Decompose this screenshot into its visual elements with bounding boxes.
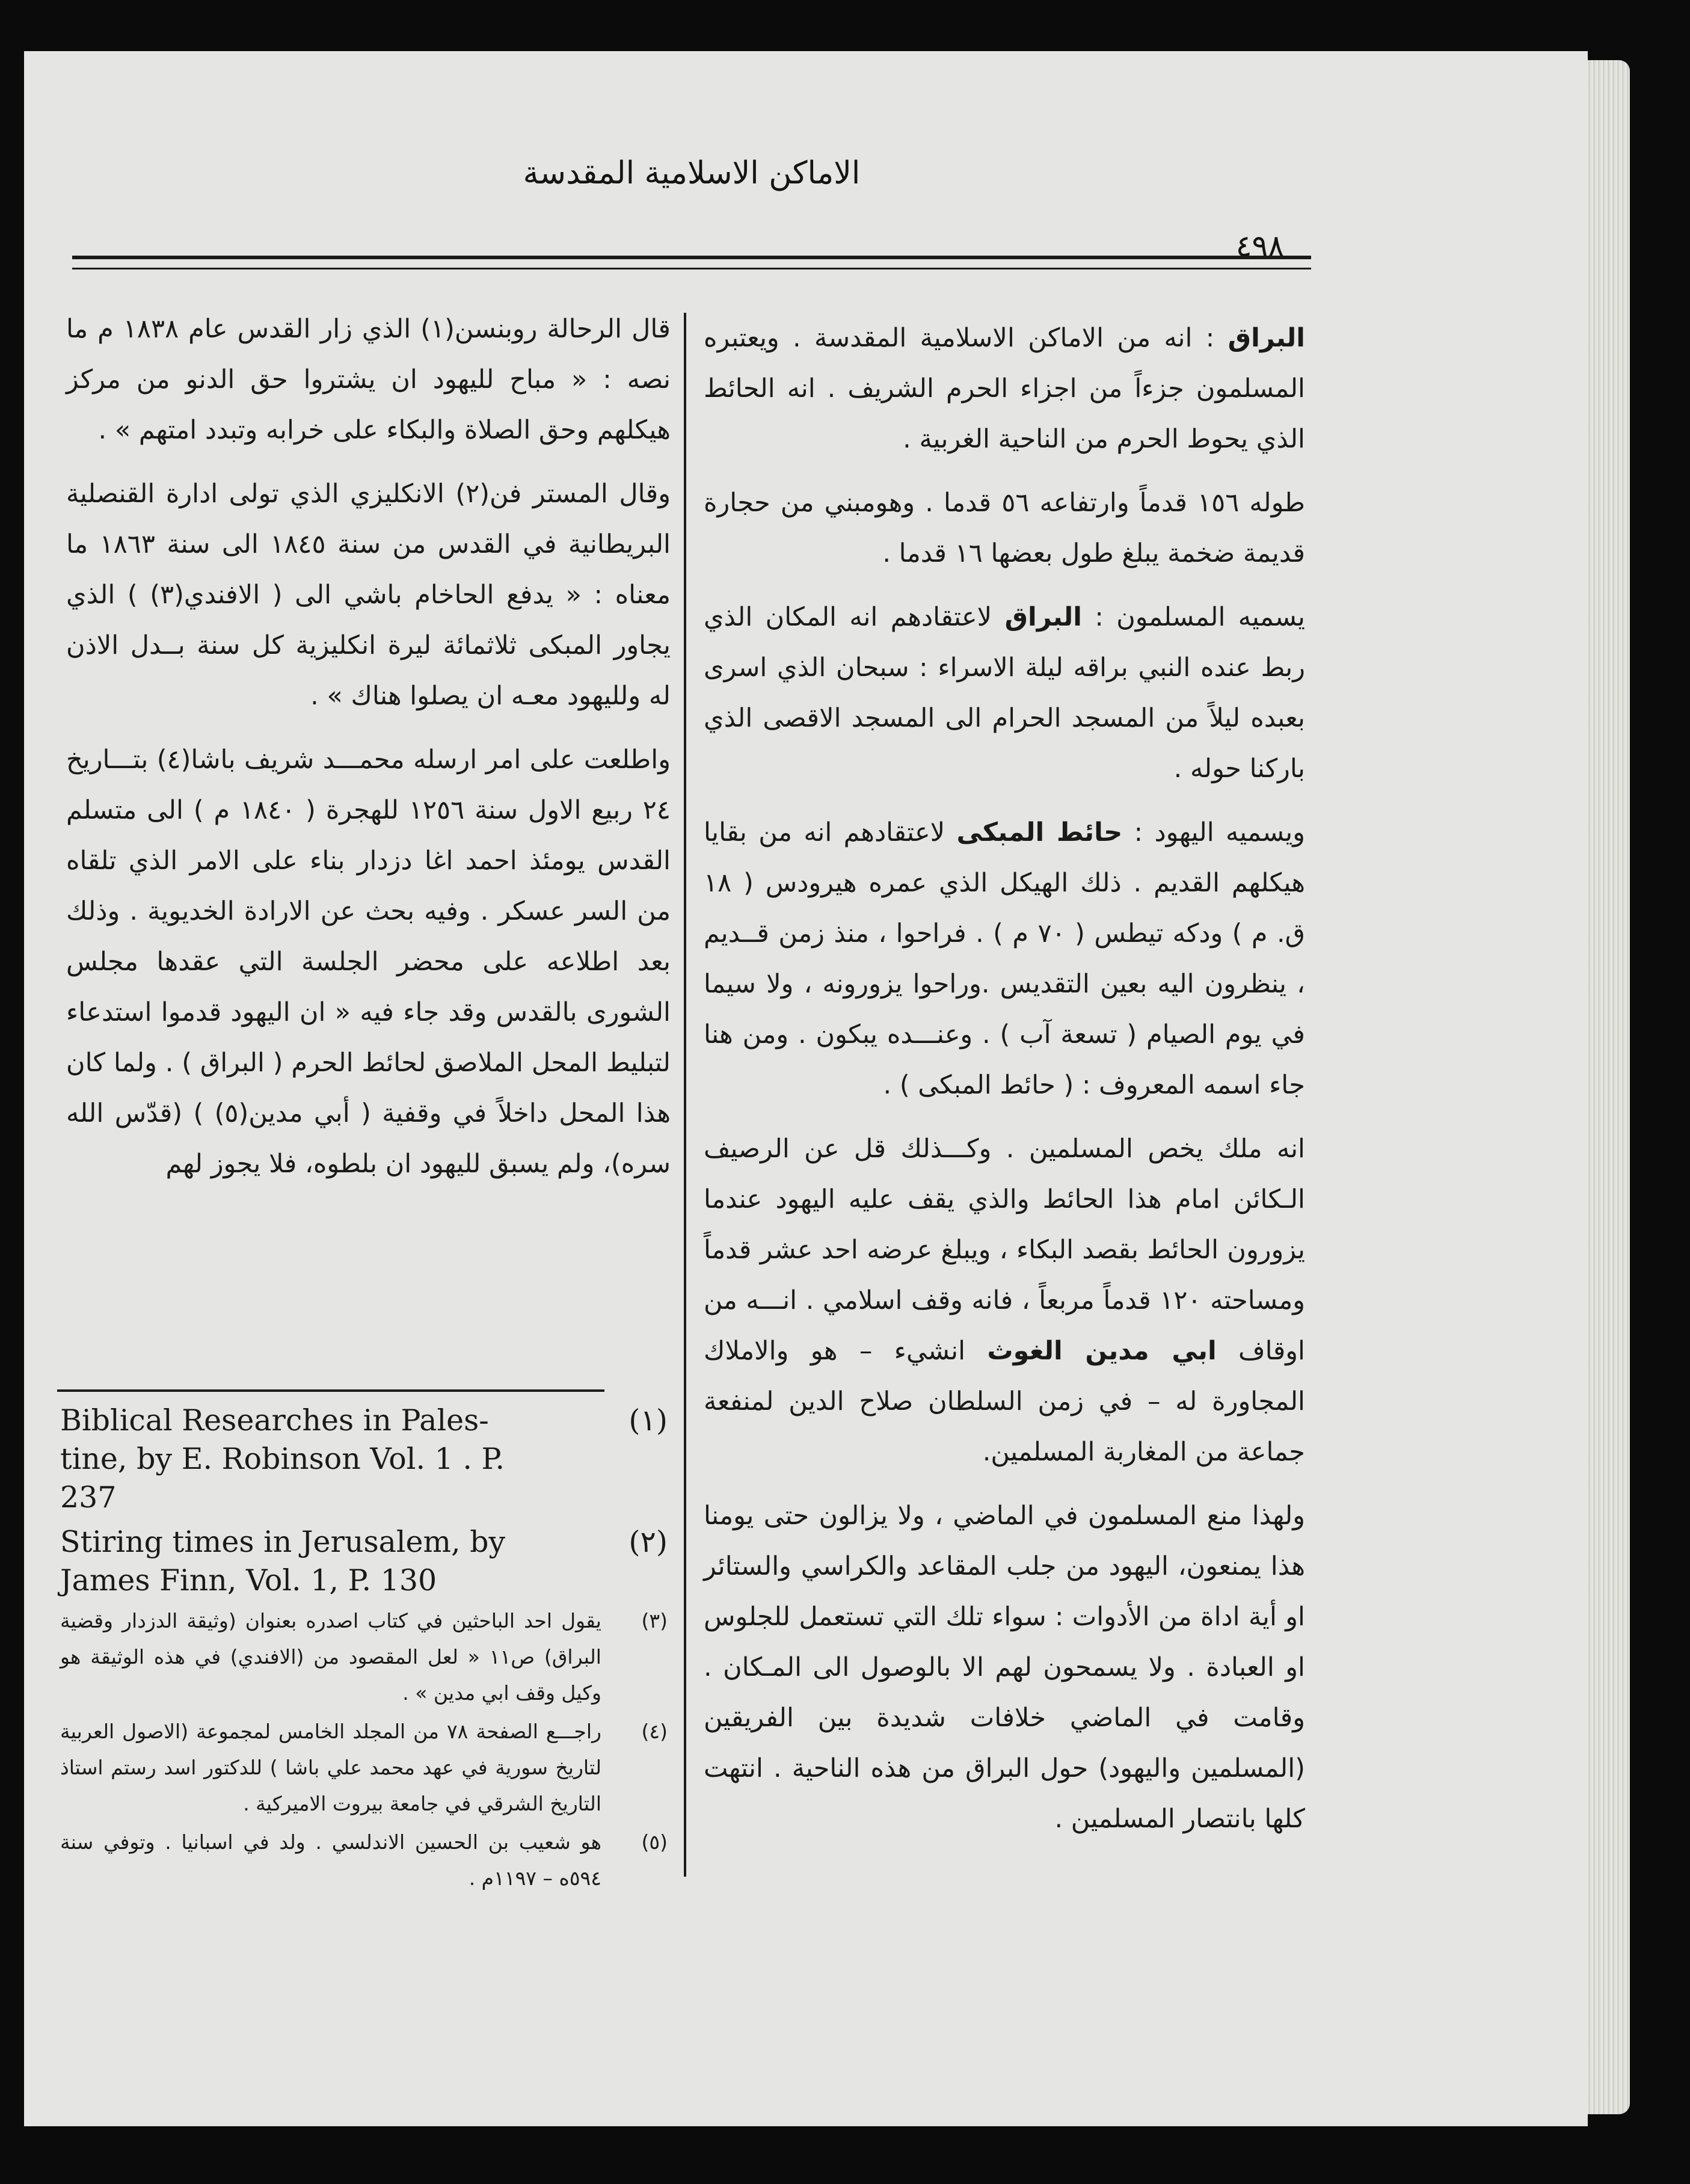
paragraph-text: انه ملك يخص المسلمين . وكـــذلك قل عن الرصيف الـكائن امام هذا الحائط والذي يقف عليه اليهود عندما يزورون الحائط بقصد البكاء ، ويبلغ عرضه احد عشر قدماً ومساحته ١٢٠ قدماً مربعاً ، فانه وقف اسلامي . انـــه من اوقاف xyxy=(704,1134,1305,1366)
left-column xyxy=(66,304,671,1202)
footnote xyxy=(60,1401,668,1517)
paragraph-dimensions: طوله ١٥٦ قدماً وارتفاعه ٥٦ قدما . وهومبني من حجارة قديمة ضخمة يبلغ طول بعضها ١٦ قدما . xyxy=(704,488,1306,568)
term-buraq: البراق xyxy=(1004,602,1082,632)
right-column xyxy=(704,313,1305,1857)
footnote-text: هو شعيب بن الحسين الاندلسي . ولد في اسبانيا . وتوفي سنة ٥٩٤ه – ١١٩٧م . xyxy=(60,1830,601,1890)
footnote-number: (٥) xyxy=(641,1830,668,1854)
paragraph-muslim-naming xyxy=(704,592,1305,794)
footnote-number: (٤) xyxy=(641,1720,668,1743)
footnote-text: Biblical Researches in Pales- tine, by E. Robinson Vol. 1 . P. 237 xyxy=(60,1403,505,1515)
footnote xyxy=(60,1824,668,1896)
paragraph-sharif-pasha: واطلعت على امر ارسله محمـــد شريف باشا(٤) بتـــاريخ ٢٤ ربيع الاول سنة ١٢٥٦ للهجرة ( ١٨٤٠ م ) الى متسلم القدس يومئذ احمد اغا دزدار بناء على الامر الذي تلقاه من السر عسكر . وفيه بحث عن الارادة الخديوية . وذلك بعد اطلاعه على محضر الجلسة التي عقدها مجلس الشورى بالقدس وقد جاء فيه « ان اليهود قدموا استدعاء لتبليط المحل الملاصق لحائط الحرم ( البراق ) . ولما كان هذا المحل داخلاً في وقفية ( أبي مدين(٥) ) (قدّس الله سره)، ولم يسبق لليهود ان بلطوه، فلا يجوز لهم xyxy=(66,745,671,1179)
paragraph-buraq-definition xyxy=(704,313,1305,464)
footnote xyxy=(60,1523,668,1600)
term-wailing-wall: حائط المبكى xyxy=(956,817,1123,847)
page-number: ٤٩٨ xyxy=(1235,229,1285,263)
paragraph-text: لاعتقادهم انه المكان الذي ربط عنده النبي براقه ليلة الاسراء : سبحان الذي اسرى بعبده ليلاً من المسجد الحرام الى المسجد الاقصى الذي باركنا حوله . xyxy=(704,602,1305,784)
paragraph-jewish-naming xyxy=(704,807,1305,1110)
header-rule xyxy=(72,256,1311,269)
footnote-text: راجـــع الصفحة ٧٨ من المجلد الخامس لمجموعة (الاصول العربية لتاريخ سورية في عهد محمد علي باشا ) للدكتور اسد رستم استاذ التاريخ الشرقي في جامعة بيروت الاميركية . xyxy=(60,1720,601,1815)
paragraph-prohibition: ولهذا منع المسلمون في الماضي ، ولا يزالون حتى يومنا هذا يمنعون، اليهود من جلب المقاعد والكراسي والستائر او أية اداة من الأدوات : سواء تلك التي تستعمل للجلوس او العبادة . ولا يسمحون لهم الا بالوصول الى المـكان . وقامت في الماضي خلافات شديدة بين الفريقين (المسلمين واليهود) حول البراق من هذه الناحية . انتهت كلها بانتصار المسلمين . xyxy=(704,1501,1305,1834)
paragraph-text: : انه من الاماكن الاسلامية المقدسة . ويعتبره المسلمون جزءاً من اجزاء الحرم الشريف . انه الحائط الذي يحوط الحرم من الناحية الغربية . xyxy=(704,323,1305,454)
running-head-title: الاماكن الاسلامية المقدسة xyxy=(523,155,861,191)
footnotes-arabic xyxy=(60,1603,668,1899)
footnote-number: (٢) xyxy=(628,1525,668,1559)
paragraph-waqf xyxy=(704,1124,1305,1477)
column-divider xyxy=(684,313,686,1877)
footnote xyxy=(60,1714,668,1822)
footnote xyxy=(60,1603,668,1711)
paragraph-robinson: قال الرحالة روبنسن(١) الذي زار القدس عام ١٨٣٨ م ما نصه : « مباح لليهود ان يشتروا حق الدنو من مركز هيكلهم وحق الصلاة والبكاء على خرابه وتبدد امتهم » . xyxy=(66,314,671,445)
footnote-text: يقول احد الباحثين في كتاب اصدره بعنوان (وثيقة الدزدار وقضية البراق) ص١١ « لعل المقصود من (الافندي) في هذه الوثيقة هو وكيل وقف ابي مدين » . xyxy=(60,1609,601,1705)
paragraph-text: لاعتقادهم انه من بقايا هيكلهم القديم . ذلك الهيكل الذي عمره هيرودس ( ١٨ ق. م ) ودكه تيطس ( ٧٠ م ) . فراحوا ، منذ زمن قــديم ، ينظرون اليه بعين التقديس .وراحوا يزورونه ، ولا سيما في يوم الصيام ( تسعة آب ) . وعنـــده يبكون . ومن هنا جاء اسمه المعروف : ( حائط المبكى ) . xyxy=(704,817,1305,1100)
footnote-rule xyxy=(57,1389,604,1392)
paragraph-lead: يسميه المسلمون : xyxy=(1095,602,1305,632)
footnotes-english xyxy=(60,1401,668,1606)
paragraph-lead: ويسميه اليهود : xyxy=(1134,817,1306,847)
paragraph-text: انشيء – هو والاملاك المجاورة له – في زمن السلطان صلاح الدين لمنفعة جماعة من المغاربة المسلمين. xyxy=(704,1336,1305,1467)
footnote-number: (١) xyxy=(628,1403,668,1438)
term-abu-madyan: ابي مدين الغوث xyxy=(987,1336,1217,1366)
term-buraq: البراق xyxy=(1228,323,1306,353)
footnote-number: (٣) xyxy=(641,1609,668,1632)
paragraph-finn: وقال المستر فن(٢) الانكليزي الذي تولى ادارة القنصلية البريطانية في القدس من سنة ١٨٤٥ الى سنة ١٨٦٣ ما معناه : « يدفع الحاخام باشي الى ( الافندي(٣) ) الذي يجاور المبكى ثلاثمائة ليرة انكليزية كل سنة بــدل الاذن له ولليهود معـه ان يصلوا هناك » . xyxy=(66,479,671,711)
footnote-text: Stiring times in Jerusalem, by James Finn, Vol. 1, P. 130 xyxy=(60,1525,506,1598)
